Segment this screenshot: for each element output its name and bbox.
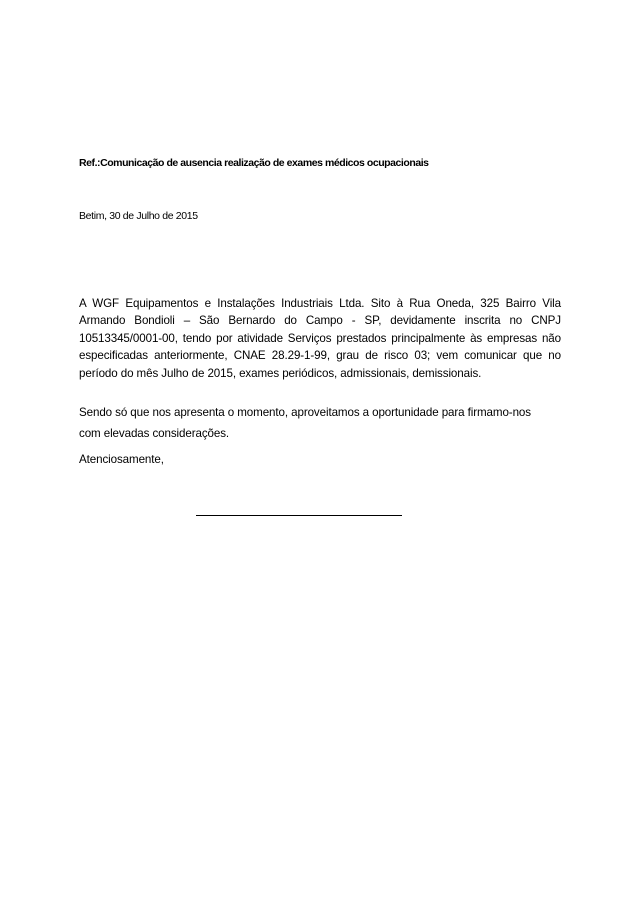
closing-line-2: com elevadas considerações. [79,427,230,440]
closing-paragraph [79,402,579,444]
body-paragraph: A WGF Equipamentos e Instalações Industriais Ltda. Sito à Rua Oneda, 325 Bairro Vila Armando Bondioli – São Bernardo do Campo - SP, devidamente inscrita no CNPJ 10513345/0001-00, tendo por atividade Serviços prestados principalmente às empresas não especificadas anteriormente, CNAE 28.29-1-99, grau de risco 03; vem comunicar que no período do mês Julho de 2015, exames periódicos, admissionais, demissionais. [79,297,561,380]
signature-line [196,515,402,516]
reference-line: Ref.:Comunicação de ausencia realização de exames médicos ocupacionais [79,157,429,169]
closing-line-1: Sendo só que nos apresenta o momento, aproveitamos a oportunidade para firmamo-nos [79,406,531,419]
signoff: Atenciosamente, [79,453,164,466]
date-line: Betim, 30 de Julho de 2015 [79,210,198,222]
